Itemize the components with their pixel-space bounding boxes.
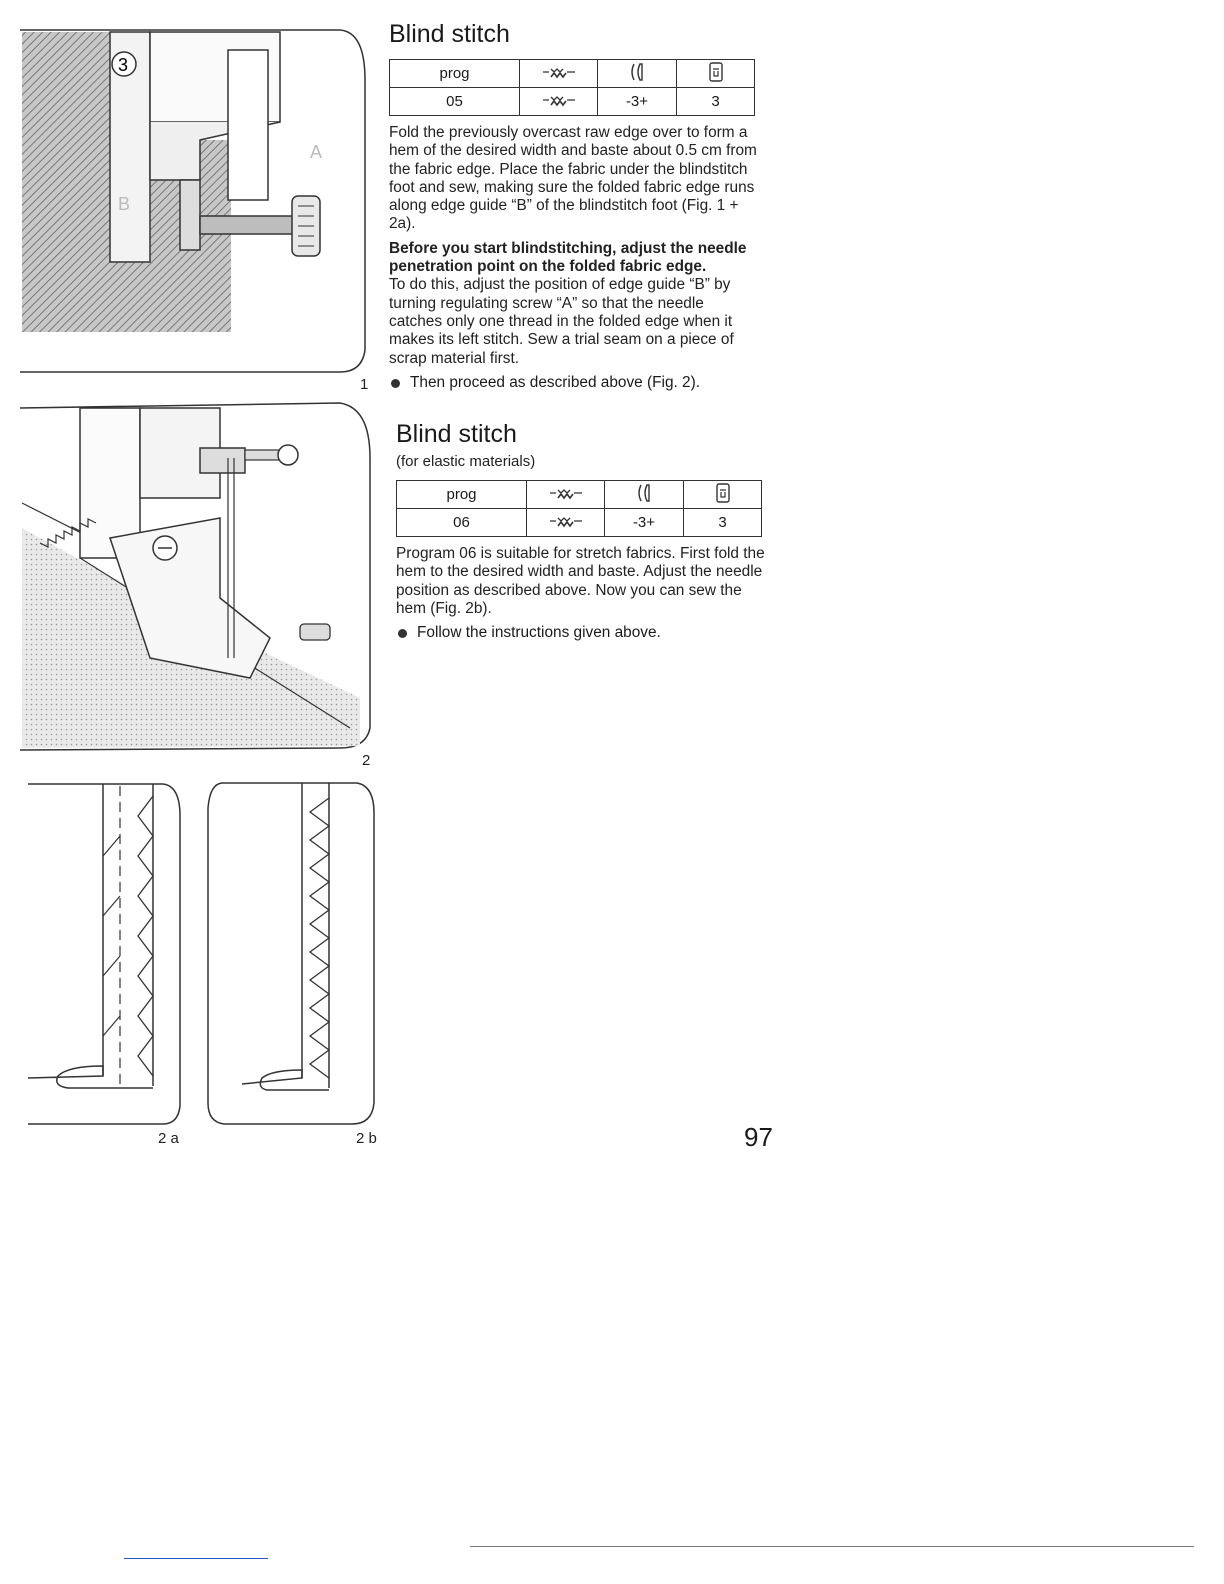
prog-value: 06: [397, 509, 527, 537]
figure-2b: [202, 778, 380, 1130]
settings-header-row: [390, 60, 755, 88]
presser-foot-icon: [677, 60, 755, 88]
settings-table: [396, 480, 762, 537]
figure-2: [20, 398, 375, 756]
section-title: Blind stitch: [396, 420, 517, 448]
figure-2-label: 2: [362, 752, 371, 769]
bullet-icon: [391, 379, 400, 388]
instructions-paragraph: Program 06 is suitable for stretch fabrics. First fold the hem to the desired width and baste. Adjust the needle position as described above. Now you can sew the hem (Fig. 2b).: [396, 545, 765, 617]
bottom-blue-rule: [124, 1558, 268, 1559]
bullet-item: [389, 374, 761, 392]
bullet-item: [396, 624, 768, 642]
instructions-paragraph: Fold the previously overcast raw edge over to form a hem of the desired width and baste about 0.5 cm from the fabric edge. Place the fabric under the blindstitch foot and sew, making sure the folded fabric edge runs along edge guide “B” of the blindstitch foot (Fig. 1 + 2a).: [389, 124, 757, 233]
blind-stitch-icon: [527, 481, 605, 509]
bullet-text: Then proceed as described above (Fig. 2).: [410, 373, 701, 391]
bullet-icon: [398, 629, 407, 638]
blind-stitch-icon: [527, 509, 605, 537]
guide-a-mark: A: [310, 142, 323, 162]
blind-stitch-icon: [520, 88, 598, 116]
blind-stitch-icon: [520, 60, 598, 88]
settings-value-row: [390, 88, 755, 116]
stitch-width-value: -3+: [605, 509, 684, 537]
presser-foot-value: 3: [677, 88, 755, 116]
page-number: 97: [744, 1122, 773, 1152]
bullet-text: Follow the instructions given above.: [417, 624, 661, 642]
presser-foot-value: 3: [684, 509, 762, 537]
adjust-paragraph: To do this, adjust the position of edge guide “B” by turning regulating screw “A” so that the needle catches only one thread in the folded edge when it makes its left stitch. Sew a trial seam on a piece of scrap material first.: [389, 276, 734, 367]
settings-header-row: [397, 481, 762, 509]
guide-b-mark: B: [118, 194, 131, 214]
section-blind-stitch: [389, 20, 761, 392]
figure-2a-label: 2 a: [158, 1130, 179, 1147]
section-subtitle: (for elastic materials): [396, 453, 536, 470]
stitch-width-icon: [605, 481, 684, 509]
section-title: Blind stitch: [389, 20, 510, 48]
figure-2a: [28, 776, 188, 1128]
prog-header: prog: [397, 481, 527, 509]
figure-2b-label: 2 b: [356, 1130, 377, 1147]
figure-1-label: 1: [360, 376, 369, 393]
section-blind-stitch-elastic: [396, 420, 768, 642]
bold-instruction: Before you start blindstitching, adjust the needle penetration point on the folded fabric edge.: [389, 239, 747, 276]
stitch-width-value: -3+: [598, 88, 677, 116]
foot-number-mark: 3: [118, 55, 129, 75]
bottom-rule: [470, 1546, 1194, 1547]
stitch-width-icon: [598, 60, 677, 88]
prog-header: prog: [390, 60, 520, 88]
presser-foot-icon: [684, 481, 762, 509]
settings-table: [389, 59, 755, 116]
figure-1: [20, 20, 370, 380]
prog-value: 05: [390, 88, 520, 116]
settings-value-row: [397, 509, 762, 537]
